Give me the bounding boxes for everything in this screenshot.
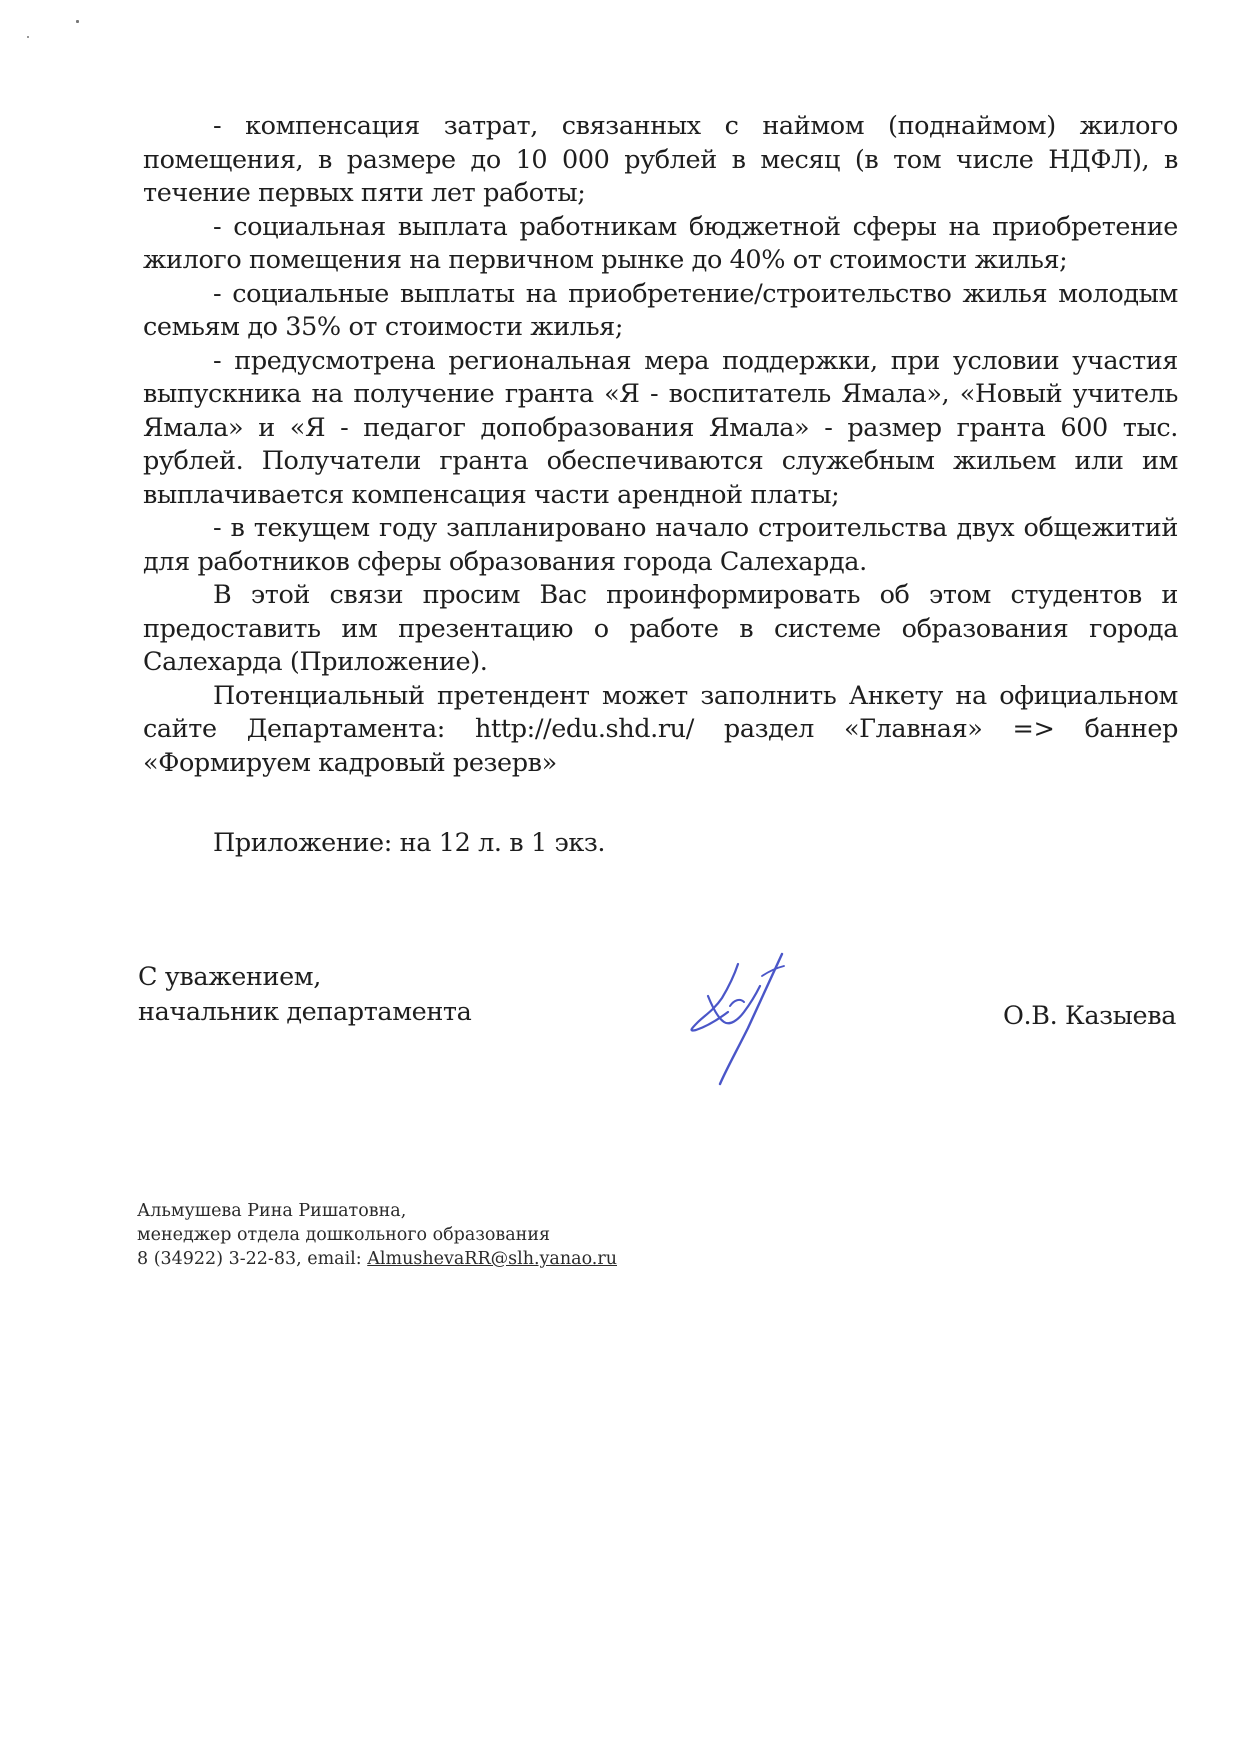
paragraph-regional-grant: - предусмотрена региональная мера поддержки, при условии участия выпускника на получение гранта «Я - воспитатель Ямала», «Новый учитель Ямала» и «Я - педагог допобразования Ямала» - размер гранта 600 тыс. рублей. Получатели гранта обеспечиваются служебным жильем или им выплачивается компенсация части арендной платы;	[143, 345, 1178, 510]
paragraph-questionnaire: Потенциальный претендент может заполнить Анкету на официальном сайте Департамента: http://edu.shd.ru/ раздел «Главная» => баннер «Формируем кадровый резерв»	[143, 680, 1178, 778]
paragraph-social-payment-budget: - социальная выплата работникам бюджетной сферы на приобретение жилого помещения на первичном рынке до 40% от стоимости жилья;	[143, 211, 1178, 275]
contact-name: Альмушева Рина Ришатовна,	[137, 1201, 407, 1221]
contact-block	[137, 1199, 617, 1271]
paragraph-young-families: - социальные выплаты на приобретение/строительство жилья молодым семьям до 35% от стоимости жилья;	[143, 278, 1178, 342]
signer-name: О.В. Казыева	[1003, 1001, 1176, 1031]
paragraph-housing-compensation: - компенсация затрат, связанных с наймом (поднаймом) жилого помещения, в размере до 10 000 рублей в месяц (в том числе НДФЛ), в течение первых пяти лет работы;	[143, 111, 1178, 208]
signer-position: начальник департамента	[138, 997, 472, 1027]
scan-speck	[27, 36, 29, 38]
closing-regards: С уважением,	[138, 962, 321, 992]
paragraph-dormitories: - в текущем году запланировано начало строительства двух общежитий для работников сферы образования города Салехарда.	[143, 513, 1178, 577]
contact-phone: 8 (34922) 3-22-83, email:	[137, 1249, 368, 1269]
paragraph-request: В этой связи просим Вас проинформировать об этом студентов и предоставить им презентацию о работе в системе образования города Салехарда (Приложение).	[143, 580, 1178, 677]
handwritten-signature	[668, 946, 818, 1096]
contact-email-link[interactable]: AlmushevaRR@slh.yanao.ru	[367, 1249, 617, 1269]
contact-position: менеджер отдела дошкольного образования	[137, 1225, 551, 1245]
scan-speck	[76, 20, 79, 23]
attachment-note: Приложение: на 12 л. в 1 экз.	[213, 828, 606, 858]
contact-line	[137, 1247, 617, 1271]
closing-block	[138, 960, 471, 1030]
letter-body	[143, 110, 1178, 780]
